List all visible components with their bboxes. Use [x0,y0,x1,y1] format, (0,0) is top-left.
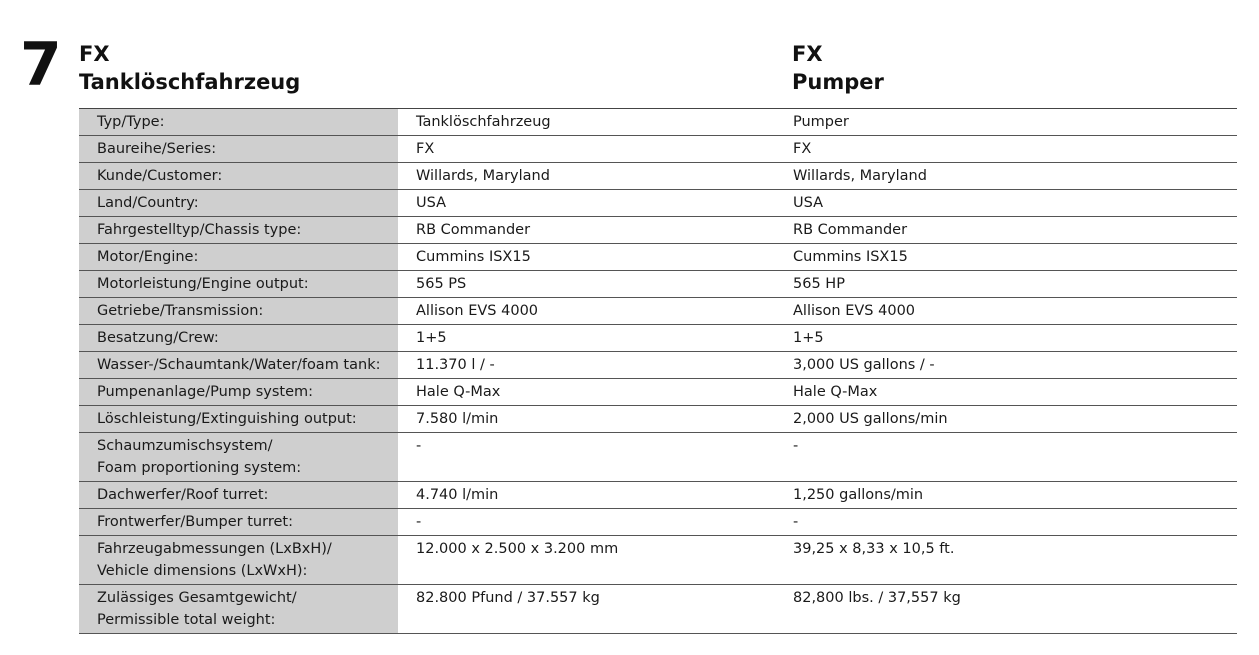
table-row [79,352,1237,379]
spec-value-english: Hale Q-Max [773,379,1237,406]
spec-value-english: 1+5 [773,325,1237,352]
table-row [79,271,1237,298]
spec-value-german: Hale Q-Max [398,379,773,406]
spec-label: Pumpenanlage/Pump system: [79,379,398,406]
spec-value-english: 1,250 gallons/min [773,482,1237,509]
spec-label: Frontwerfer/Bumper turret: [79,509,398,536]
header-german-type: Tanklöschfahrzeug [79,70,301,94]
table-row [79,298,1237,325]
table-row [79,163,1237,190]
table-row [79,244,1237,271]
table-row [79,406,1237,433]
table-row [79,536,1237,585]
spec-label: Fahrgestelltyp/Chassis type: [79,217,398,244]
header-german-series: FX [79,42,110,66]
spec-label: Baureihe/Series: [79,136,398,163]
spec-value-german: 7.580 l/min [398,406,773,433]
spec-label: Motor/Engine: [79,244,398,271]
table-row [79,136,1237,163]
spec-label: Typ/Type: [79,109,398,136]
spec-value-german: 565 PS [398,271,773,298]
spec-label: Kunde/Customer: [79,163,398,190]
table-row [79,433,1237,482]
spec-value-english: Pumper [773,109,1237,136]
spec-value-german: 1+5 [398,325,773,352]
table-row [79,509,1237,536]
spec-value-english: 3,000 US gallons / - [773,352,1237,379]
spec-label: Motorleistung/Engine output: [79,271,398,298]
spec-label: Besatzung/Crew: [79,325,398,352]
spec-value-english: - [773,509,1237,536]
spec-value-english: FX [773,136,1237,163]
table-row [79,379,1237,406]
spec-value-german: 82.800 Pfund / 37.557 kg [398,585,773,634]
spec-value-german: - [398,433,773,482]
spec-value-german: USA [398,190,773,217]
header-english-series: FX [792,42,823,66]
spec-value-english: Willards, Maryland [773,163,1237,190]
spec-value-english: 565 HP [773,271,1237,298]
page-number: 7 [20,30,62,100]
spec-label: Getriebe/Transmission: [79,298,398,325]
table-row [79,217,1237,244]
spec-table-body [79,109,1237,634]
spec-value-german: 12.000 x 2.500 x 3.200 mm [398,536,773,585]
spec-label: Dachwerfer/Roof turret: [79,482,398,509]
spec-table [79,108,1237,634]
spec-label: Fahrzeugabmessungen (LxBxH)/ Vehicle dimensions (LxWxH): [79,536,398,585]
spec-value-german: 11.370 l / - [398,352,773,379]
spec-value-german: Tanklöschfahrzeug [398,109,773,136]
table-row [79,482,1237,509]
spec-value-german: FX [398,136,773,163]
header-german [79,40,300,96]
spec-value-english: USA [773,190,1237,217]
spec-value-german: Allison EVS 4000 [398,298,773,325]
spec-label: Wasser-/Schaumtank/Water/foam tank: [79,352,398,379]
table-row [79,109,1237,136]
spec-label: Land/Country: [79,190,398,217]
spec-value-english: Cummins ISX15 [773,244,1237,271]
spec-value-german: RB Commander [398,217,773,244]
spec-value-english: - [773,433,1237,482]
spec-label: Zulässiges Gesamtgewicht/ Permissible total weight: [79,585,398,634]
header-english-type: Pumper [792,70,884,94]
spec-value-german: Cummins ISX15 [398,244,773,271]
table-row [79,325,1237,352]
spec-value-german: Willards, Maryland [398,163,773,190]
spec-value-german: - [398,509,773,536]
table-row [79,585,1237,634]
spec-value-english: RB Commander [773,217,1237,244]
spec-label: Schaumzumischsystem/ Foam proportioning system: [79,433,398,482]
header-english [792,40,884,96]
spec-label: Löschleistung/Extinguishing output: [79,406,398,433]
spec-value-german: 4.740 l/min [398,482,773,509]
table-row [79,190,1237,217]
spec-value-english: Allison EVS 4000 [773,298,1237,325]
spec-value-english: 39,25 x 8,33 x 10,5 ft. [773,536,1237,585]
spec-value-english: 82,800 lbs. / 37,557 kg [773,585,1237,634]
spec-value-english: 2,000 US gallons/min [773,406,1237,433]
